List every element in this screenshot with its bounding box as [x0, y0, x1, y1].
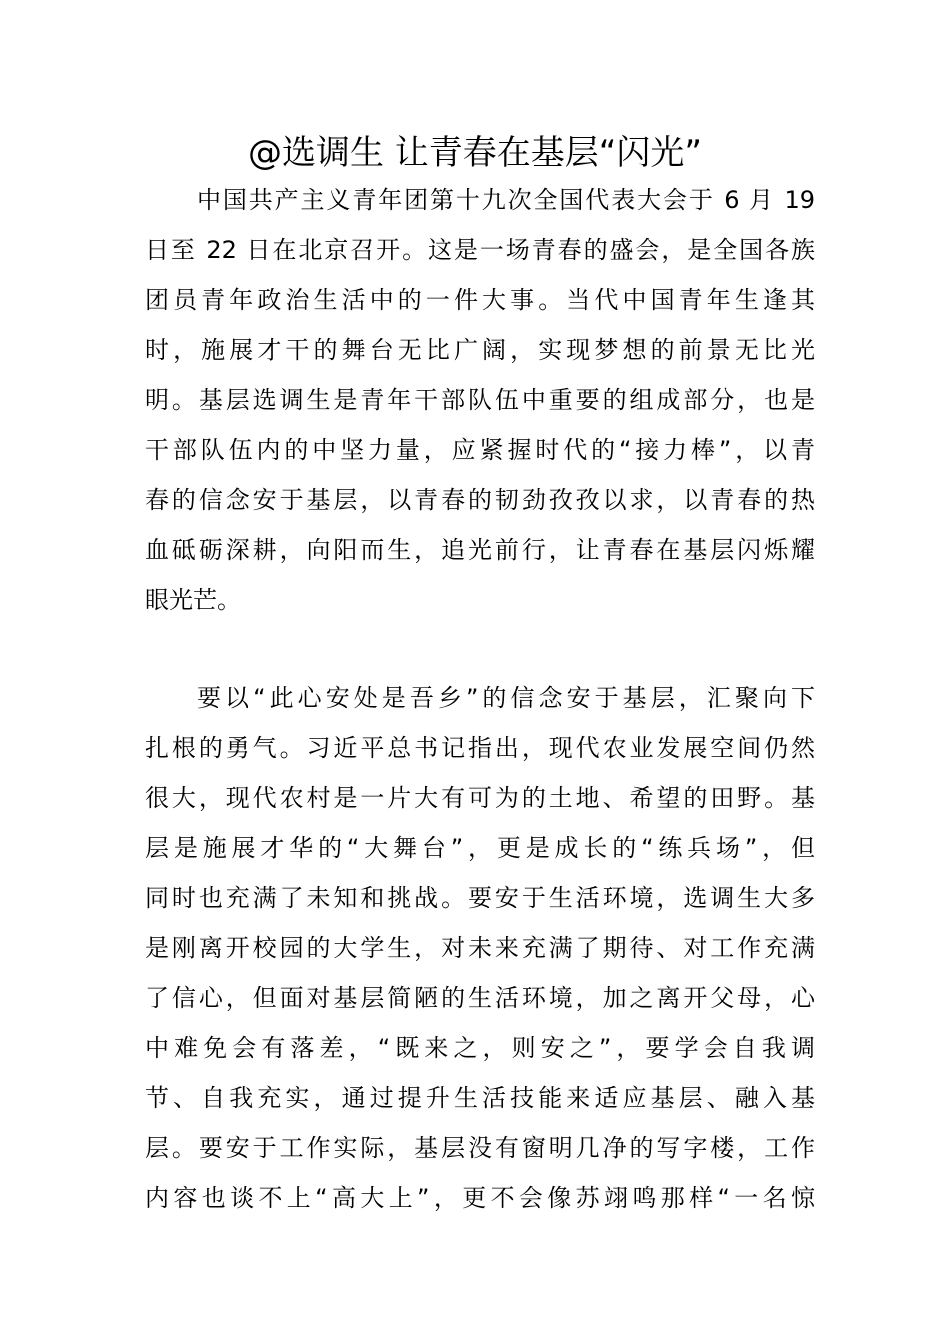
paragraph-line: 节、自我充实，通过提升生活技能来适应基层、融入基 — [145, 1084, 815, 1112]
paragraph-line: 春的信念安于基层，以青春的韧劲孜孜以求，以青春的热 — [145, 486, 815, 514]
paragraph-line: 是刚离开校园的大学生，对未来充满了期待、对工作充满 — [145, 934, 815, 962]
paragraph-line: 扎根的勇气。习近平总书记指出，现代农业发展空间仍然 — [145, 734, 815, 762]
paragraph-line: 中国共产主义青年团第十九次全国代表大会于 6 月 19 — [197, 186, 815, 214]
paragraph-line: 眼光芒。 — [145, 586, 241, 614]
document-title: @选调生 让青春在基层“闪光” — [247, 133, 703, 173]
paragraph-line: 中难免会有落差，“既来之，则安之”，要学会自我调 — [145, 1034, 815, 1062]
paragraph-line: 要以“此心安处是吾乡”的信念安于基层，汇聚向下 — [197, 684, 815, 712]
paragraph-line: 层是施展才华的“大舞台”，更是成长的“练兵场”，但 — [145, 834, 815, 862]
paragraph-line: 时，施展才干的舞台无比广阔，实现梦想的前景无比光 — [145, 336, 815, 364]
paragraph-2 — [145, 673, 815, 1223]
paragraph-1 — [145, 175, 815, 625]
paragraph-line: 了信心，但面对基层简陋的生活环境，加之离开父母，心 — [145, 984, 815, 1012]
paragraph-line: 层。要安于工作实际，基层没有窗明几净的写字楼，工作 — [145, 1134, 815, 1162]
paragraph-line: 干部队伍内的中坚力量，应紧握时代的“接力棒”，以青 — [145, 436, 815, 464]
paragraph-line: 明。基层选调生是青年干部队伍中重要的组成部分，也是 — [145, 386, 815, 414]
paragraph-line: 同时也充满了未知和挑战。要安于生活环境，选调生大多 — [145, 884, 815, 912]
paragraph-line: 血砥砺深耕，向阳而生，追光前行，让青春在基层闪烁耀 — [145, 536, 815, 564]
paragraph-line: 日至 22 日在北京召开。这是一场青春的盛会，是全国各族 — [145, 236, 815, 264]
paragraph-line: 团员青年政治生活中的一件大事。当代中国青年生逢其 — [145, 286, 815, 314]
paragraph-line: 内容也谈不上“高大上”，更不会像苏翊鸣那样“一名惊 — [145, 1184, 815, 1212]
paragraph-line: 很大，现代农村是一片大有可为的土地、希望的田野。基 — [145, 784, 815, 812]
